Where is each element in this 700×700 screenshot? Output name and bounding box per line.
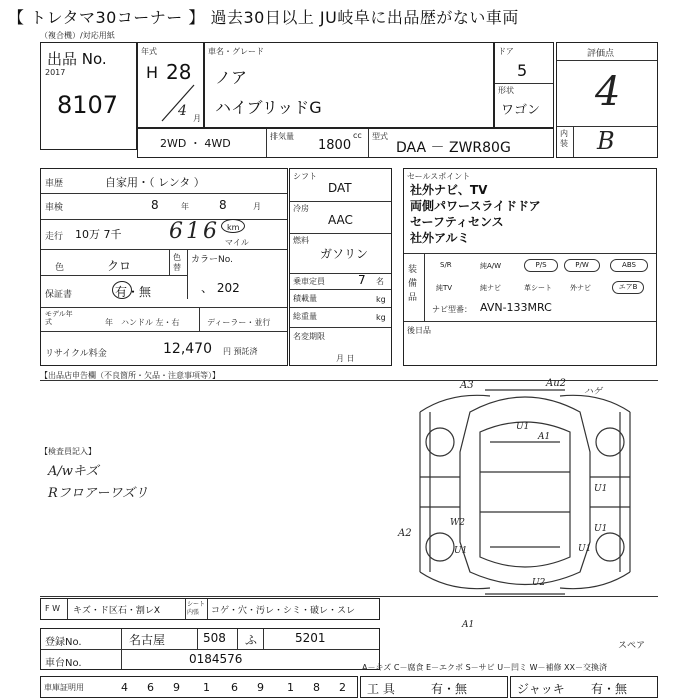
displacement-unit: cc — [353, 131, 362, 140]
cert-row — [40, 676, 358, 698]
mark-u1-d: U1 — [578, 544, 592, 554]
equip-1-4: P/W — [564, 259, 600, 272]
history-options: 自家用・（ レンタ ） — [105, 176, 205, 189]
mark-a1-a: A1 — [538, 432, 551, 442]
name-change-unit: 月 日 — [336, 354, 355, 363]
jack-box — [510, 676, 658, 698]
history-label: 車歴 — [45, 179, 64, 189]
cert-d6: 9 — [257, 681, 264, 694]
mileage-prefix: 10万 7千 — [75, 228, 122, 241]
seat-value: コゲ・穴・汚レ・シミ・破レ・スレ — [211, 606, 356, 616]
year-slash — [158, 83, 198, 123]
color-value: クロ — [107, 259, 132, 273]
lot-label: 出品 No. — [47, 50, 107, 68]
seat-label: シート内張 — [187, 601, 206, 616]
model-type-label: 型式 — [372, 132, 388, 141]
sales-point-1: 社外ナビ、TV — [410, 183, 488, 197]
name-grade: ハイブリッドG — [215, 98, 322, 117]
shape-label: 形状 — [498, 86, 514, 95]
chassis-value: 0184576 — [189, 652, 243, 666]
sub-note: （複合機）/対応用紙 — [40, 31, 115, 40]
equip-1-5: ABS — [610, 259, 648, 272]
year-box — [137, 42, 204, 128]
mark-w2: W2 — [450, 518, 465, 528]
name-label: 車名・グレード — [208, 47, 264, 56]
displacement-value: 1800 — [318, 138, 352, 153]
cert-d4: 1 — [203, 681, 210, 694]
fw-value: キズ・ド区石・割レX — [73, 606, 160, 616]
recycle-unit: 円 預託済 — [223, 347, 258, 356]
handle-value: ハンドル 左・右 — [121, 318, 180, 327]
gross-unit: kg — [376, 313, 386, 322]
mileage-mile: マイル — [225, 238, 249, 247]
capacity-value: 7 — [358, 273, 366, 287]
capacity-label: 乗車定員 — [293, 277, 325, 286]
navi-value: AVN-133MRC — [480, 301, 552, 314]
cert-d1: 4 — [121, 681, 128, 694]
equip-2-4: 外ナビ — [570, 284, 591, 292]
equip-2-5: エアB — [612, 281, 644, 294]
mark-u1-a: U1 — [516, 422, 530, 432]
fuel-value: ガソリン — [320, 247, 369, 261]
year-month-unit: 月 — [193, 114, 201, 123]
fw-row — [40, 598, 380, 620]
aircon-label: 冷房 — [293, 204, 309, 213]
year-value: 28 — [166, 60, 192, 84]
tools-box — [360, 676, 508, 698]
mark-u1-e: U1 — [594, 524, 608, 534]
inspection-month: 8 — [219, 198, 227, 212]
score-value: 4 — [595, 69, 621, 115]
mark-a3: A3 — [460, 380, 474, 391]
aircon-value: AAC — [328, 213, 353, 227]
mark-u1-c: U1 — [454, 546, 468, 556]
model-year-label: モデル年式 — [45, 310, 73, 326]
registration-box — [40, 628, 380, 670]
registration-kana: ふ — [245, 633, 258, 647]
equipment-label: 装備品 — [408, 265, 418, 303]
recycle-label: リサイクル料金 — [45, 349, 107, 359]
warranty-value: 有・無 — [115, 285, 152, 299]
model-type-value: DAA － ZWR80G — [396, 140, 511, 156]
cert-label: 車庫証明用 — [44, 683, 84, 692]
spare-label: スペア — [618, 641, 646, 651]
cert-d3: 9 — [173, 681, 180, 694]
post-note-label: 後日品 — [407, 326, 431, 335]
tools-label: 工 具 — [367, 682, 395, 696]
door-box — [494, 42, 554, 128]
drive-value: 2WD ・ 4WD — [160, 137, 231, 150]
warranty-circle — [112, 281, 132, 299]
registration-label: 登録No. — [45, 637, 82, 648]
equip-2-2: 純ナビ — [480, 284, 501, 292]
lot-box — [40, 42, 137, 150]
chassis-label: 車台No. — [45, 658, 82, 669]
warranty-label: 保証書 — [45, 290, 73, 300]
mark-au2: Au2 — [546, 378, 567, 389]
mileage-label: 走行 — [45, 232, 64, 242]
equip-1-3: P/S — [524, 259, 558, 272]
registration-city: 名古屋 — [129, 633, 166, 647]
sales-point-label: セールスポイント — [407, 172, 471, 181]
name-box — [204, 42, 494, 128]
car-diagram — [390, 382, 660, 600]
lot-year-tag: 2017 — [45, 68, 66, 77]
door-label: ドア — [498, 47, 514, 56]
inspection-year: 8 — [151, 198, 159, 212]
spec-row — [137, 128, 554, 158]
interior-label: 内装 — [560, 129, 568, 148]
shift-label: シフト — [293, 172, 317, 181]
mark-u2: U2 — [532, 578, 546, 588]
tools-value: 有・無 — [431, 682, 468, 696]
shape-value: ワゴン — [501, 103, 541, 118]
cert-d8: 8 — [313, 681, 320, 694]
detail-right — [403, 168, 657, 366]
score-label: 評価点 — [587, 49, 615, 59]
equip-2-1: 純TV — [436, 284, 453, 292]
year-label: 年式 — [141, 47, 157, 56]
shift-value: DAT — [328, 181, 352, 195]
fuel-label: 燃料 — [293, 236, 309, 245]
sales-point-4: 社外アルミ — [410, 231, 470, 245]
name-model: ノア — [215, 68, 248, 87]
mark-u1-b: U1 — [594, 484, 608, 494]
year-era: H — [146, 63, 159, 82]
inspection-label: 車検 — [45, 203, 64, 213]
damage-legend: A－キズ C－腐食 E－エクボ S－サビ U－凹ミ W－補修 XX－交換済 — [362, 663, 608, 672]
inspection-year-unit: 年 — [181, 202, 189, 211]
exhibitor-note-label: 【出品店申告欄（不良箇所・欠品・注意事項等）】 — [40, 371, 220, 380]
equip-1-1: S/R — [440, 261, 452, 269]
cert-d5: 6 — [231, 681, 238, 694]
mileage-hand: 616 — [169, 219, 220, 244]
inspector-note-2: Rフロアーワズリ — [48, 486, 149, 501]
interior-value: B — [597, 127, 615, 155]
capacity-unit: 名 — [376, 277, 384, 286]
sales-point-3: セーフティセンス — [410, 215, 504, 229]
color-change-label: 色替 — [173, 253, 181, 272]
mark-a2: A2 — [398, 528, 412, 539]
dealer-value: ディーラー・並行 — [207, 318, 271, 327]
jack-value: 有・無 — [591, 682, 628, 696]
cert-d7: 1 — [287, 681, 294, 694]
recycle-value: 12,470 — [163, 341, 212, 357]
equip-2-3: 革シート — [524, 284, 552, 292]
fw-label: F W — [45, 604, 61, 613]
detail-left — [40, 168, 288, 366]
gross-label: 総重量 — [293, 312, 317, 321]
year-month: 4 — [178, 103, 187, 119]
mark-hage: ハゲ — [584, 387, 603, 397]
cert-d9: 2 — [339, 681, 346, 694]
km-circle — [221, 219, 245, 233]
mileage-km: km — [227, 223, 240, 232]
detail-mid — [289, 168, 392, 366]
inspection-month-unit: 月 — [253, 202, 261, 211]
inspector-note-1: A/wキズ — [48, 464, 99, 479]
jack-label: ジャッキ — [517, 682, 565, 696]
score-box — [556, 42, 658, 158]
mark-a1-b: A1 — [462, 620, 475, 630]
lot-number: 8107 — [57, 91, 119, 119]
navi-label: ナビ型番： — [432, 305, 472, 314]
banner: 【 トレタマ30コーナー 】 過去30日以上 JU岐阜に出品歴がない車両 — [0, 0, 700, 30]
model-year-unit: 年 — [105, 318, 113, 327]
inspector-note-label: 【検査員記入】 — [40, 447, 96, 456]
door-value: 5 — [517, 61, 528, 80]
displacement-label: 排気量 — [270, 132, 294, 141]
colorno-label: カラーNo. — [191, 255, 233, 265]
sales-point-2: 両側パワースライドドア — [410, 199, 541, 213]
registration-number: 5201 — [295, 631, 326, 645]
load-unit: kg — [376, 295, 386, 304]
name-change-label: 名変期限 — [293, 332, 325, 341]
load-label: 積載量 — [293, 294, 317, 303]
registration-class: 508 — [203, 631, 226, 645]
colorno-value: 、 202 — [201, 281, 240, 295]
color-label: 色 — [55, 263, 65, 273]
cert-d2: 6 — [147, 681, 154, 694]
equip-1-2: 純A/W — [480, 262, 502, 270]
